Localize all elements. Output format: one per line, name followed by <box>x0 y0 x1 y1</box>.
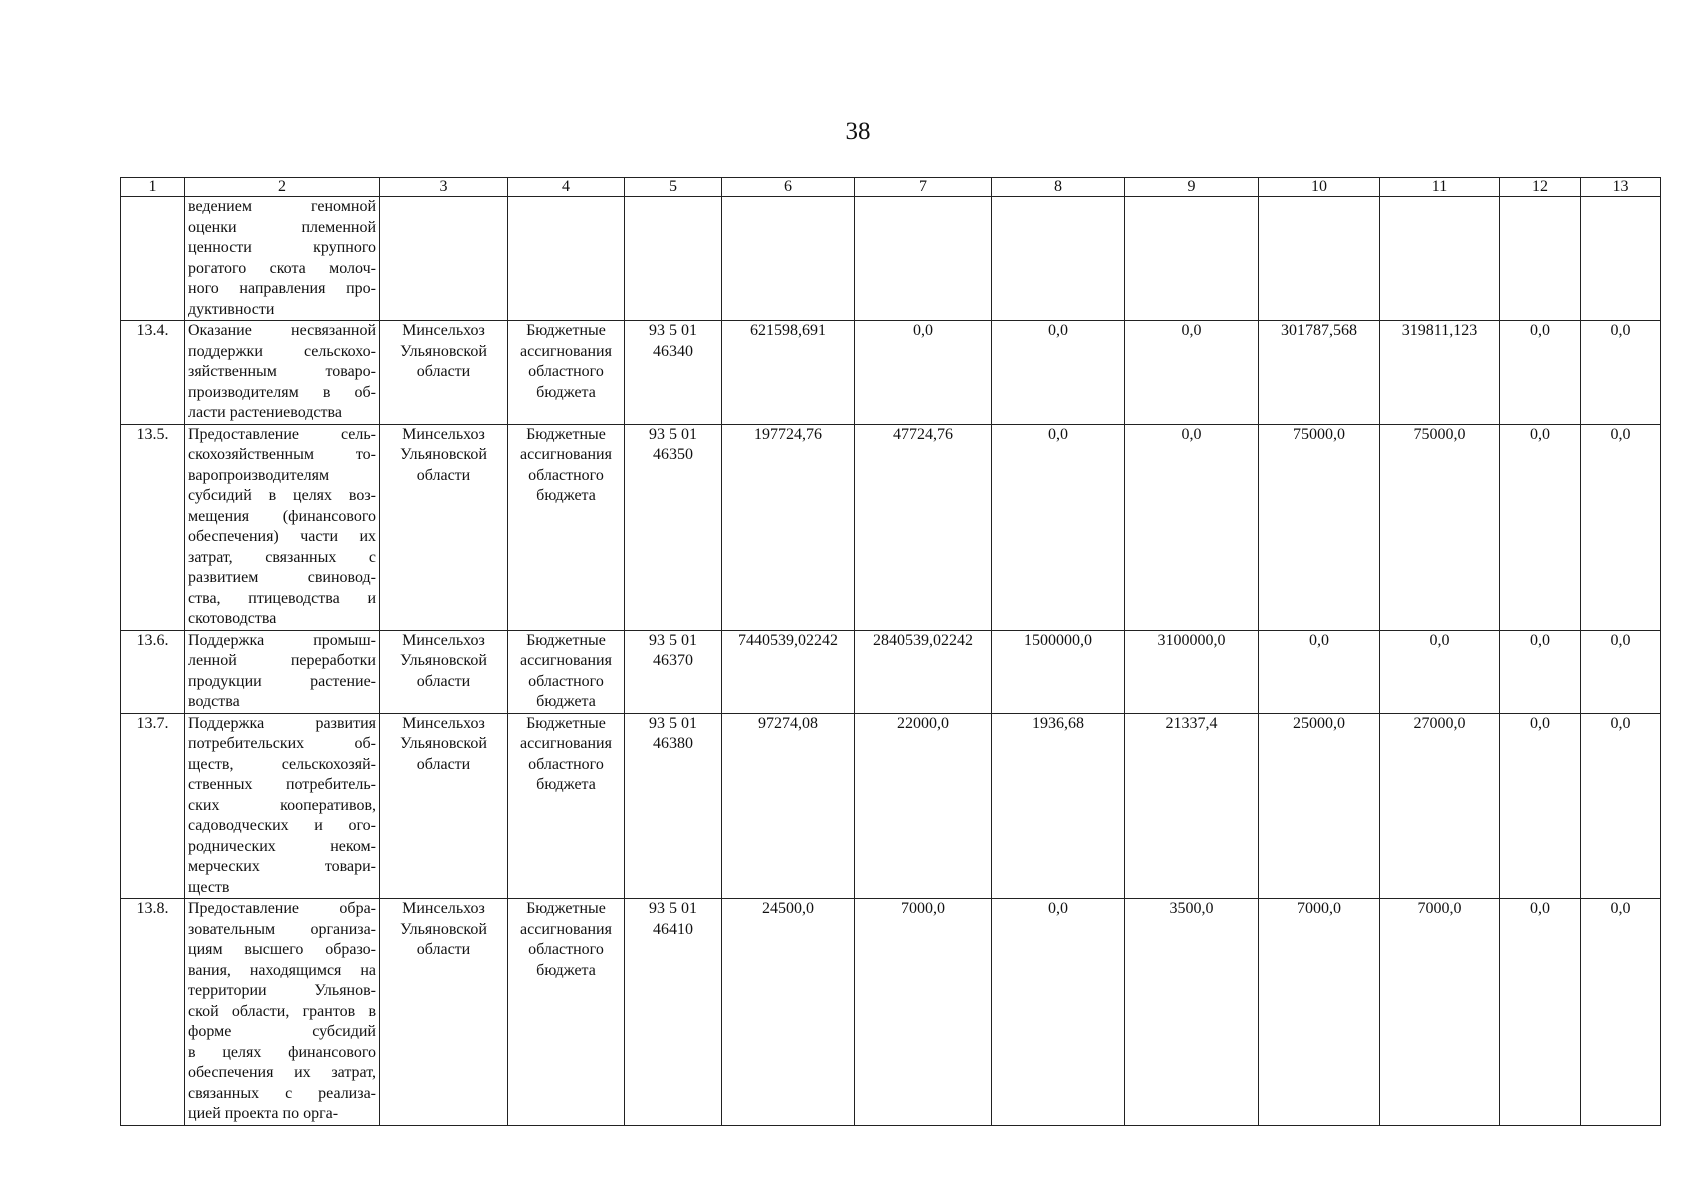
amount-cell: 0,0 <box>1581 899 1661 1126</box>
funding-source-cell: Бюджетные ассигнования областного бюджета <box>508 321 625 425</box>
description-line: ленной переработки <box>188 652 376 669</box>
amount-cell: 0,0 <box>1259 630 1380 713</box>
amount-cell <box>722 197 855 321</box>
description-line: обеспечения их затрат, <box>188 1064 376 1081</box>
amount-cell: 0,0 <box>1581 630 1661 713</box>
description-line: зовательным организа- <box>188 920 376 938</box>
budget-code-cell: 93 5 01 46350 <box>625 424 722 630</box>
description-line: связанных с реализа- <box>188 1084 376 1102</box>
budget-code-cell: 93 5 01 46370 <box>625 630 722 713</box>
executor-cell <box>380 197 508 321</box>
amount-cell: 0,0 <box>1581 321 1661 425</box>
amount-cell: 0,0 <box>1500 899 1581 1126</box>
table-row <box>121 424 1661 630</box>
amount-cell: 0,0 <box>855 321 992 425</box>
description-line: оценки племенной <box>188 218 376 236</box>
description-line: дуктивности <box>188 300 275 318</box>
description-line: ного направления про- <box>188 280 376 297</box>
description-line: Предоставление сель- <box>188 425 376 443</box>
row-number: 13.4. <box>121 321 185 425</box>
column-header: 5 <box>625 178 722 197</box>
amount-cell: 1500000,0 <box>992 630 1125 713</box>
description-line: производителям в об- <box>188 383 376 401</box>
description-line: мерческих товари- <box>188 858 376 875</box>
amount-cell <box>1259 197 1380 321</box>
budget-code-cell: 93 5 01 46380 <box>625 713 722 899</box>
executor-cell: Минсельхоз Ульяновской области <box>380 630 508 713</box>
amount-cell: 25000,0 <box>1259 713 1380 899</box>
amount-cell: 2840539,02242 <box>855 630 992 713</box>
amount-cell <box>1380 197 1500 321</box>
table-row <box>121 321 1661 425</box>
column-header: 4 <box>508 178 625 197</box>
description-line: территории Ульянов- <box>188 982 376 999</box>
description-line: ведением геномной <box>188 198 376 215</box>
column-header: 6 <box>722 178 855 197</box>
amount-cell <box>1581 197 1661 321</box>
amount-cell: 75000,0 <box>1380 424 1500 630</box>
description-line: зяйственным товаро- <box>188 363 376 380</box>
amount-cell: 0,0 <box>1581 713 1661 899</box>
description-line: садоводческих и ого- <box>188 817 376 834</box>
amount-cell: 7000,0 <box>1259 899 1380 1126</box>
funding-source-cell: Бюджетные ассигнования областного бюджета <box>508 899 625 1126</box>
description-line: ласти растениеводства <box>188 404 342 421</box>
amount-cell: 0,0 <box>992 424 1125 630</box>
amount-cell: 0,0 <box>1500 630 1581 713</box>
amount-cell: 22000,0 <box>855 713 992 899</box>
description-line: ществ, сельскохозяй- <box>188 755 376 773</box>
column-header: 1 <box>121 178 185 197</box>
funding-source-cell: Бюджетные ассигнования областного бюджета <box>508 424 625 630</box>
description-line: в целях финансового <box>188 1043 376 1061</box>
table-row <box>121 899 1661 1126</box>
row-description <box>185 630 380 713</box>
amount-cell: 0,0 <box>992 899 1125 1126</box>
table-row <box>121 713 1661 899</box>
column-header: 12 <box>1500 178 1581 197</box>
amount-cell <box>1500 197 1581 321</box>
executor-cell: Минсельхоз Ульяновской области <box>380 321 508 425</box>
column-header: 8 <box>992 178 1125 197</box>
row-number: 13.6. <box>121 630 185 713</box>
description-line: поддержки сельскохо- <box>188 342 376 360</box>
row-description <box>185 424 380 630</box>
column-header: 7 <box>855 178 992 197</box>
page-number: 38 <box>845 118 871 145</box>
amount-cell: 97274,08 <box>722 713 855 899</box>
budget-code-cell: 93 5 01 46340 <box>625 321 722 425</box>
column-header: 11 <box>1380 178 1500 197</box>
description-line: варопроизводителям <box>188 466 330 484</box>
description-line: продукции растение- <box>188 672 376 690</box>
description-line: Поддержка промыш- <box>188 631 376 649</box>
table-body <box>121 178 1661 1126</box>
description-line: Предоставление обра- <box>188 900 376 917</box>
description-line: ства, птицеводства и <box>188 589 376 607</box>
amount-cell: 0,0 <box>1500 713 1581 899</box>
column-header: 10 <box>1259 178 1380 197</box>
row-description <box>185 197 380 321</box>
executor-cell: Минсельхоз Ульяновской области <box>380 713 508 899</box>
description-line: ственных потребитель- <box>188 776 376 793</box>
amount-cell: 0,0 <box>1380 630 1500 713</box>
amount-cell: 0,0 <box>992 321 1125 425</box>
column-header: 3 <box>380 178 508 197</box>
description-line: водства <box>188 693 240 710</box>
description-line: обеспечения) части их <box>188 528 376 545</box>
description-line: рогатого скота молоч- <box>188 259 376 277</box>
description-line: ской области, грантов в <box>188 1002 376 1020</box>
description-line: ценности крупного <box>188 239 376 256</box>
amount-cell: 197724,76 <box>722 424 855 630</box>
description-line: потребительских об- <box>188 735 376 752</box>
amount-cell: 0,0 <box>1500 424 1581 630</box>
header-row <box>121 178 1661 197</box>
description-line: форме субсидий <box>188 1023 376 1040</box>
table-row <box>121 630 1661 713</box>
row-number: 13.7. <box>121 713 185 899</box>
description-line: ществ <box>188 878 230 896</box>
budget-code-cell: 93 5 01 46410 <box>625 899 722 1126</box>
description-line: развитием свиновод- <box>188 569 376 586</box>
funding-source-cell: Бюджетные ассигнования областного бюджета <box>508 713 625 899</box>
amount-cell: 319811,123 <box>1380 321 1500 425</box>
amount-cell: 1936,68 <box>992 713 1125 899</box>
row-number: 13.5. <box>121 424 185 630</box>
description-line: Поддержка развития <box>188 714 376 732</box>
amount-cell <box>992 197 1125 321</box>
amount-cell: 0,0 <box>1500 321 1581 425</box>
amount-cell: 301787,568 <box>1259 321 1380 425</box>
row-description <box>185 713 380 899</box>
description-line: Оказание несвязанной <box>188 322 376 339</box>
executor-cell: Минсельхоз Ульяновской области <box>380 424 508 630</box>
amount-cell: 0,0 <box>1581 424 1661 630</box>
amount-cell: 21337,4 <box>1125 713 1259 899</box>
amount-cell: 3500,0 <box>1125 899 1259 1126</box>
description-line: скотоводства <box>188 610 277 627</box>
column-header: 9 <box>1125 178 1259 197</box>
amount-cell: 7000,0 <box>1380 899 1500 1126</box>
amount-cell <box>1125 197 1259 321</box>
row-number: 13.8. <box>121 899 185 1126</box>
description-line: роднических неком- <box>188 837 376 855</box>
amount-cell: 621598,691 <box>722 321 855 425</box>
amount-cell: 75000,0 <box>1259 424 1380 630</box>
amount-cell: 24500,0 <box>722 899 855 1126</box>
description-line: вания, находящимся на <box>188 961 376 979</box>
amount-cell: 3100000,0 <box>1125 630 1259 713</box>
row-number <box>121 197 185 321</box>
amount-cell: 7440539,02242 <box>722 630 855 713</box>
row-description <box>185 321 380 425</box>
description-line: затрат, связанных с <box>188 548 376 566</box>
amount-cell: 0,0 <box>1125 424 1259 630</box>
amount-cell: 0,0 <box>1125 321 1259 425</box>
column-header: 13 <box>1581 178 1661 197</box>
description-line: мещения (финансового <box>188 507 376 525</box>
description-line: субсидий в целях воз- <box>188 487 376 504</box>
column-header: 2 <box>185 178 380 197</box>
description-line: ских кооперативов, <box>188 796 376 814</box>
description-line: скохозяйственным то- <box>188 446 376 463</box>
amount-cell: 7000,0 <box>855 899 992 1126</box>
row-description <box>185 899 380 1126</box>
table-row <box>121 197 1661 321</box>
funding-source-cell <box>508 197 625 321</box>
amount-cell: 27000,0 <box>1380 713 1500 899</box>
description-line: цией проекта по орга- <box>188 1105 339 1122</box>
budget-table <box>120 177 1661 1126</box>
description-line: циям высшего образо- <box>188 941 376 958</box>
budget-code-cell <box>625 197 722 321</box>
funding-source-cell: Бюджетные ассигнования областного бюджета <box>508 630 625 713</box>
amount-cell <box>855 197 992 321</box>
executor-cell: Минсельхоз Ульяновской области <box>380 899 508 1126</box>
amount-cell: 47724,76 <box>855 424 992 630</box>
